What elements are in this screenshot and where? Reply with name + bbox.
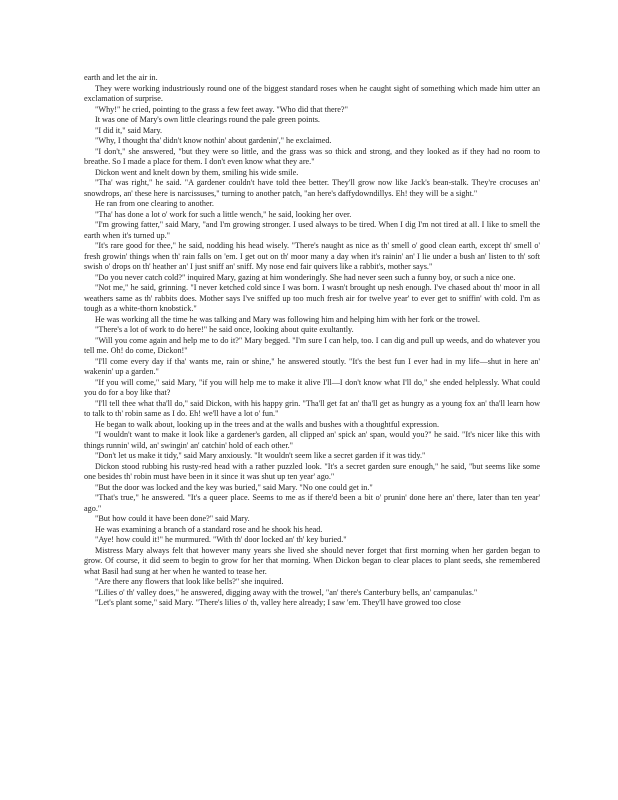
paragraph: He ran from one clearing to another.: [95, 199, 214, 208]
paragraph: earth and let the air in.: [84, 73, 158, 82]
paragraph: Mistress Mary always felt that however many years she lived she should never forget that first morning when her garden began to grow. Of course, it did seem to begin to grow for her that morning. When Dickon began to clear places to plant seeds, she remembered what Basil had sung at her when he wanted to tease her.: [84, 545, 540, 576]
paragraph: "I don't," she answered, "but they were so little, and the grass was so thick and strong, and they looked as if they had no room to breathe. So I made a place for them. I don't even know what they are.": [84, 146, 540, 166]
paragraph: Dickon went and knelt down by them, smiling his wide smile.: [95, 167, 299, 177]
paragraph: "Let's plant some," said Mary. "There's lilies o' th, valley here already; I saw 'em. They'll have growed too close: [95, 598, 461, 607]
paragraph: "It's rare good for thee," he said, nodding his head wisely. "There's naught as nice as th' smell o' good clean earth, except th' smell o' fresh growin' things when th' rain falls on 'em. I get out on th' moor many a day when it's rainin' an' I lie under a bush an' listen to th' soft swish o' drops on th' heather an' I just sniff an' sniff. My nose end fair quivers like a rabbit's, mother says.": [84, 241, 540, 271]
paragraph: It was one of Mary's own little clearings round the pale green points.: [95, 115, 320, 124]
paragraph: "I'll tell thee what tha'll do," said Dickon, with his happy grin. "Tha'll get fat an' tha'll get as hungry as a young fox an' tha'll learn how to talk to th' robin same as I do. Eh! we'll have a lot o' fun.": [84, 398, 540, 418]
paragraph: "I did it," said Mary.: [95, 125, 163, 135]
paragraph: He began to walk about, looking up in the trees and at the walls and bushes with a thoughtful expression.: [95, 419, 440, 429]
paragraph: "That's true," he answered. "It's a queer place. Seems to me as if there'd been a bit o' prunin' done here an' there, later than ten year' ago.": [84, 493, 540, 513]
paragraph: "But the door was locked and the key was buried," said Mary. "No one could get in.": [95, 482, 373, 492]
paragraph: "Tha' was right," he said. "A gardener couldn't have told thee better. They'll grow now like Jack's bean-stalk. They're crocuses an' snowdrops, an' these here is narcissuses," turning to another patch, "an here's daffydowndillys. Eh! they will be a sight.": [84, 178, 540, 198]
paragraph: He was examining a branch of a standard rose and he shook his head.: [95, 524, 323, 534]
paragraph: "But how could it have been done?" said Mary.: [95, 514, 250, 523]
paragraph: "Aye! how could it!" he murmured. "With th' door locked an' th' key buried.": [95, 535, 347, 544]
paragraph: "If you will come," said Mary, "if you will help me to make it alive I'll—I don't know what I'll do," she ended helplessly. What could you do for a boy like that?: [84, 377, 540, 397]
paragraph: "Do you never catch cold?" inquired Mary, gazing at him wonderingly. She had never seen such a funny boy, or such a nice one.: [95, 272, 516, 282]
paragraph: "Don't let us make it tidy," said Mary anxiously. "It wouldn't seem like a secret garden if it was tidy.": [95, 451, 426, 460]
paragraph: Dickon stood rubbing his rusty-red head with a rather puzzled look. "It's a secret garden sure enough," he said, "but seems like some one besides th' robin must have been in it since it was shut up ten year' ago.": [84, 461, 540, 481]
paragraph: "I'm growing fatter," said Mary, "and I'm growing stronger. I used always to be tired. When I dig I'm not tired at all. I like to smell the earth when it's turned up.": [84, 220, 540, 240]
paragraph: They were working industriously round one of the biggest standard roses when he caught sight of something which made him utter an exclamation of surprise.: [84, 83, 540, 103]
paragraph: "Not me," he said, grinning. "I never ketched cold since I was born. I wasn't brought up nesh enough. I've chased about th' moor in all weathers same as th' rabbits does. Mother says I've sniffed up too much fresh air for twelve year' to ever get to sniffin' with cold. I'm as tough as a white-thorn knobstick.": [84, 283, 540, 313]
paragraph: "I'll come every day if tha' wants me, rain or shine," he answered stoutly. "It's the best fun I ever had in my life—shut in here an' wakenin' up a garden.": [84, 356, 540, 376]
paragraph: "Tha' has done a lot o' work for such a little wench," he said, looking her over.: [95, 209, 352, 219]
paragraph: "Why!" he cried, pointing to the grass a few feet away. "Who did that there?": [95, 104, 348, 114]
paragraph: "Are there any flowers that look like bells?" she inquired.: [95, 577, 284, 586]
paragraph: "Lilies o' th' valley does," he answered, digging away with the trowel, "an' there's Canterbury bells, an' campanulas.": [95, 587, 478, 597]
paragraph: "I wouldn't want to make it look like a gardener's garden, all clipped an' spick an' span, would you?" he said. "It's nicer like this with things runnin' wild, an' swingin' an' catchin' hold of each other.": [84, 430, 540, 450]
paragraph: "Will you come again and help me to do it?" Mary begged. "I'm sure I can help, too. I can dig and pull up weeds, and do whatever you tell me. Oh! do come, Dickon!": [84, 335, 540, 355]
paragraph: He was working all the time he was talking and Mary was following him and helping him with her fork or the trowel.: [95, 314, 480, 324]
paragraph: "There's a lot of work to do here!" he said once, looking about quite exultantly.: [95, 325, 354, 334]
page-text: [84, 73, 540, 609]
paragraph: "Why, I thought tha' didn't know nothin' about gardenin'," he exclaimed.: [95, 136, 332, 145]
